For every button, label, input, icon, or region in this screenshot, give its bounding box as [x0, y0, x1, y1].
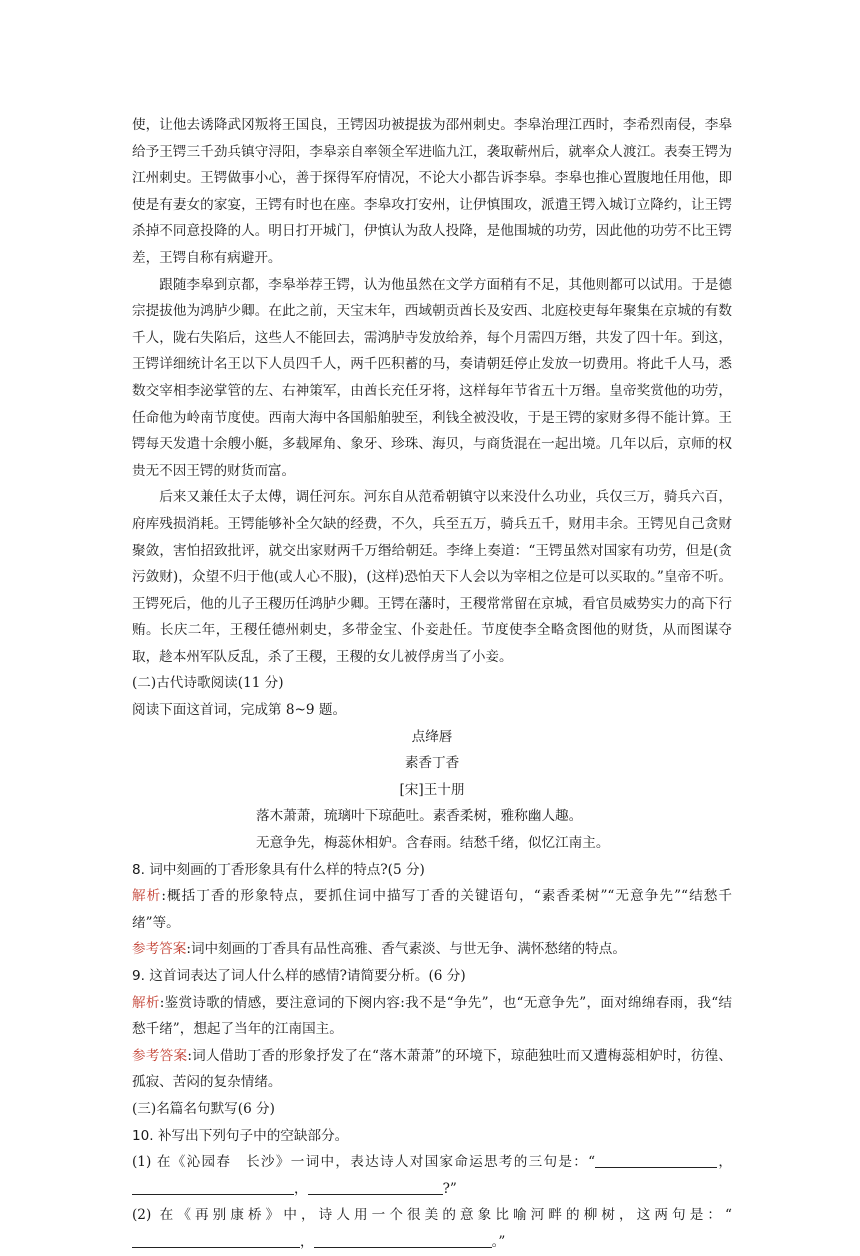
question-9-answer: [132, 1043, 732, 1096]
question-8: [132, 857, 732, 884]
closing-quote: ?”: [442, 1180, 457, 1197]
question-9: [132, 963, 732, 990]
poetry-instruction: 阅读下面这首词，完成第 8~9 题。: [132, 702, 347, 719]
question-8-analysis: [132, 883, 732, 936]
section-heading-poetry: (二)古代诗歌阅读(11 分): [132, 675, 284, 692]
question-8-answer: [132, 936, 732, 963]
poem-title: 点绛唇: [411, 728, 453, 745]
question-10-text: 补写出下列句子中的空缺部分。: [153, 1127, 349, 1144]
analysis-text: :概括丁香的形象特点，要抓住词中描写丁香的关键语句，“素香柔树”“无意争先”“结愁千绪”等。: [132, 888, 733, 931]
question-9-analysis: [132, 990, 732, 1043]
analysis-label: 解析: [132, 888, 162, 905]
question-10-number: 10.: [132, 1127, 154, 1144]
answer-label: 参考答案: [132, 1047, 188, 1064]
question-9-text: 这首词表达了词人什么样的感情?请简要分析。(6 分): [144, 968, 466, 984]
answer-label: 参考答案: [132, 941, 187, 958]
separator: ，: [300, 1233, 314, 1250]
question-8-text: 词中刻画的丁香形象具有什么样的特点?(5 分): [144, 861, 425, 878]
poem-author: [宋]王十朋: [399, 781, 465, 798]
answer-blank[interactable]: [314, 1231, 492, 1248]
passage-paragraph-2: 跟随李皋到京都，李皋举荐王锷，认为他虽然在文学方面稍有不足，其他则都可以试用。于是德宗提拔他为鸿胪少卿。在此之前，天宝末年，西域朝贡酋长及安西、北庭校吏每年聚集在京城的有数千人，陇右失陷后，这些人不能回去，需鸿胪寺发放给养，每个月需四万缗，共发了四十年。到这，王锷详细统计名王以下人员四千人，两千匹积蓄的马，奏请朝廷停止发放一切费用。将此千人马，悉数交宰相李泌掌管的左、右神策军，由酋长充任牙将，这样每年节省五十万缗。皇帝奖赏他的功劳，任命他为岭南节度使。西南大海中各国船舶驶至，利钱全被没收，于是王锷的家财多得不能计算。王锷每天发遣十余艘小艇，多载犀角、象牙、珍珠、海贝，与商货混在一起出境。几年以后，京师的权贵无不因王锷的财货而富。: [132, 276, 732, 479]
separator: ，: [717, 1154, 732, 1171]
answer-text: :词人借助丁香的形象抒发了在“落木萧萧”的环境下，琼葩独吐而又遭梅蕊相妒时，彷徨、孤寂、苦闷的复杂情绪。: [132, 1047, 732, 1091]
poem-line-2: 无意争先，梅蕊休相妒。含春雨。结愁千绪，似忆江南主。: [256, 835, 610, 852]
poem-subtitle: 素香丁香: [404, 755, 460, 772]
separator: ，: [294, 1180, 308, 1197]
passage-paragraph-1: 使，让他去诱降武冈叛将王国良，王锷因功被提拔为邵州刺史。李皋治理江西时，李希烈南侵，李皋给予王锷三千劲兵镇守浔阳，李皋亲自率领全军进临九江，袭取蕲州后，就率众人渡江。表奏王锷为江州刺史。王锷做事小心，善于探得军府情况，不论大小都告诉李皋。李皋也推心置腹地任用他，即使是有妻女的家宴，王锷有时也在座。李皋攻打安州，让伊慎围攻，派遣王锷入城订立降约，让王锷杀掉不同意投降的人。明日打开城门，伊慎认为敌人投降，是他围城的功劳，因此他的功劳不比王锷差，王锷自称有病避开。: [132, 117, 732, 266]
answer-blank[interactable]: [132, 1178, 294, 1195]
closing-quote: 。”: [491, 1233, 506, 1250]
answer-text: :词中刻画的丁香具有品性高雅、香气素淡、与世无争、满怀愁绪的特点。: [186, 941, 626, 958]
question-8-number: 8.: [132, 861, 145, 878]
question-10-item-2: [132, 1202, 732, 1255]
answer-blank[interactable]: [595, 1151, 717, 1168]
passage-paragraph-3: 后来又兼任太子太傅，调任河东。河东自从范希朝镇守以来没什么功业，兵仅三万，骑兵六百，府库残损消耗。王锷能够补全欠缺的经费，不久，兵至五万，骑兵五千，财用丰余。王锷见自己贪财聚敛，害怕招致批评，就交出家财两千万缗给朝廷。李绛上奏道：“王锷虽然对国家有功劳，但是(贪污敛财)，众望不归于他(或人心不服)，(这样)恐怕天下人会以为宰相之位是可以买取的。”皇帝不听。王锷死后，他的儿子王稷历任鸿胪少卿。王锷在藩时，王稷常常留在京城，看官员威势实力的高下行贿。长庆二年，王稷任德州刺史，多带金宝、仆妾赴任。节度使李全略贪图他的财货，从而图谋夺取，趁本州军队反乱，杀了王稷，王稷的女儿被俘虏当了小妾。: [132, 489, 732, 665]
document-page: [132, 112, 732, 1256]
answer-blank[interactable]: [132, 1231, 300, 1248]
section-heading-recitation: (三)名篇名句默写(6 分): [132, 1100, 275, 1117]
item-1-prompt: (1) 在《沁园春 长沙》一词中，表达诗人对国家命运思考的三句是：“: [132, 1154, 596, 1171]
analysis-label: 解析: [132, 994, 160, 1011]
answer-blank[interactable]: [308, 1178, 443, 1195]
question-10: [132, 1123, 732, 1150]
question-10-item-1: [132, 1149, 732, 1202]
analysis-text: :鉴赏诗歌的情感，要注意词的下阕内容:我不是“争先”，也“无意争先”，面对绵绵春雨，我“结愁千绪”，想起了当年的江南国主。: [132, 994, 733, 1038]
poem-line-1: 落木萧萧，琉璃叶下琼葩吐。素香柔树，雅称幽人趣。: [256, 808, 583, 825]
question-9-number: 9.: [132, 968, 145, 984]
item-2-prompt: (2) 在《再别康桥》中，诗人用一个很美的意象比喻河畔的柳树，这两句是：“: [132, 1207, 732, 1224]
